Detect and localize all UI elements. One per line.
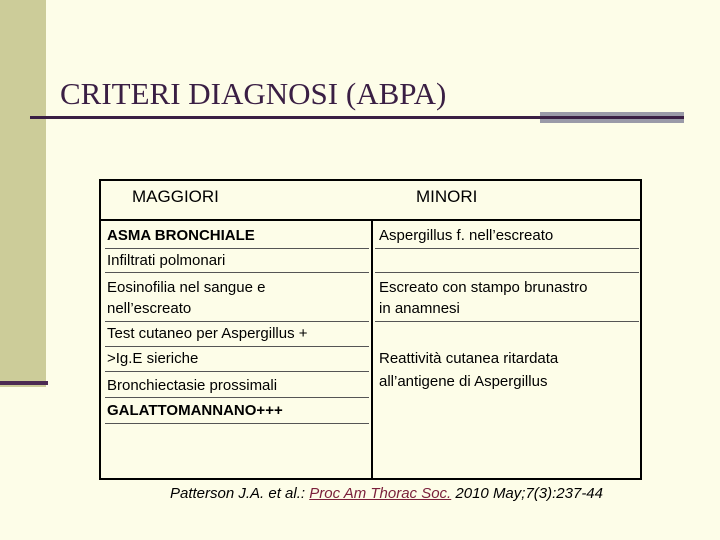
minor-item-delayed-reactivity-cont: all’antigene di Aspergillus [379,373,548,390]
row-rule [105,371,369,372]
row-rule [105,346,369,347]
criteria-table [99,179,642,480]
major-item-eosinophilia-cont: nell’escreato [107,300,192,317]
major-item-skin-test: Test cutaneo per Aspergillus + [107,325,308,342]
slide-title: CRITERI DIAGNOSI (ABPA) [60,76,447,111]
citation-journal-link[interactable]: Proc Am Thorac Soc. [309,485,452,502]
major-item-asthma: ASMA BRONCHIALE [107,227,255,244]
column-divider [371,219,373,478]
row-rule [105,397,369,398]
row-rule [105,248,369,249]
citation-details: 2010 May;7(3):237-44 [451,485,603,502]
minor-item-sputum: Aspergillus f. nell’escreato [379,227,554,244]
header-major: MAGGIORI [132,187,219,206]
major-item-bronchiectasis: Bronchiectasie prossimali [107,377,278,394]
row-rule [105,272,369,273]
citation [170,485,603,502]
title-underline [30,116,540,119]
row-rule [105,423,369,424]
header-minor: MINORI [416,187,478,206]
row-rule [375,321,639,322]
citation-authors: Patterson J.A. et al.: [170,485,310,502]
major-item-ige: >Ig.E sieriche [107,350,199,367]
side-accent-line [0,381,48,385]
row-rule [105,321,369,322]
major-item-eosinophilia: Eosinofilia nel sangue e [107,279,266,296]
row-rule [375,248,639,249]
minor-item-mucus-plugs-cont: in anamnesi [379,300,460,317]
minor-item-delayed-reactivity: Reattività cutanea ritardata [379,350,559,367]
title-underline-accent [540,112,684,123]
major-item-galactomannan: GALATTOMANNANO+++ [107,402,283,419]
row-rule [375,272,639,273]
minor-item-mucus-plugs: Escreato con stampo brunastro [379,279,588,296]
major-item-infiltrates: Infiltrati polmonari [107,252,226,269]
side-accent-bar [0,0,46,387]
